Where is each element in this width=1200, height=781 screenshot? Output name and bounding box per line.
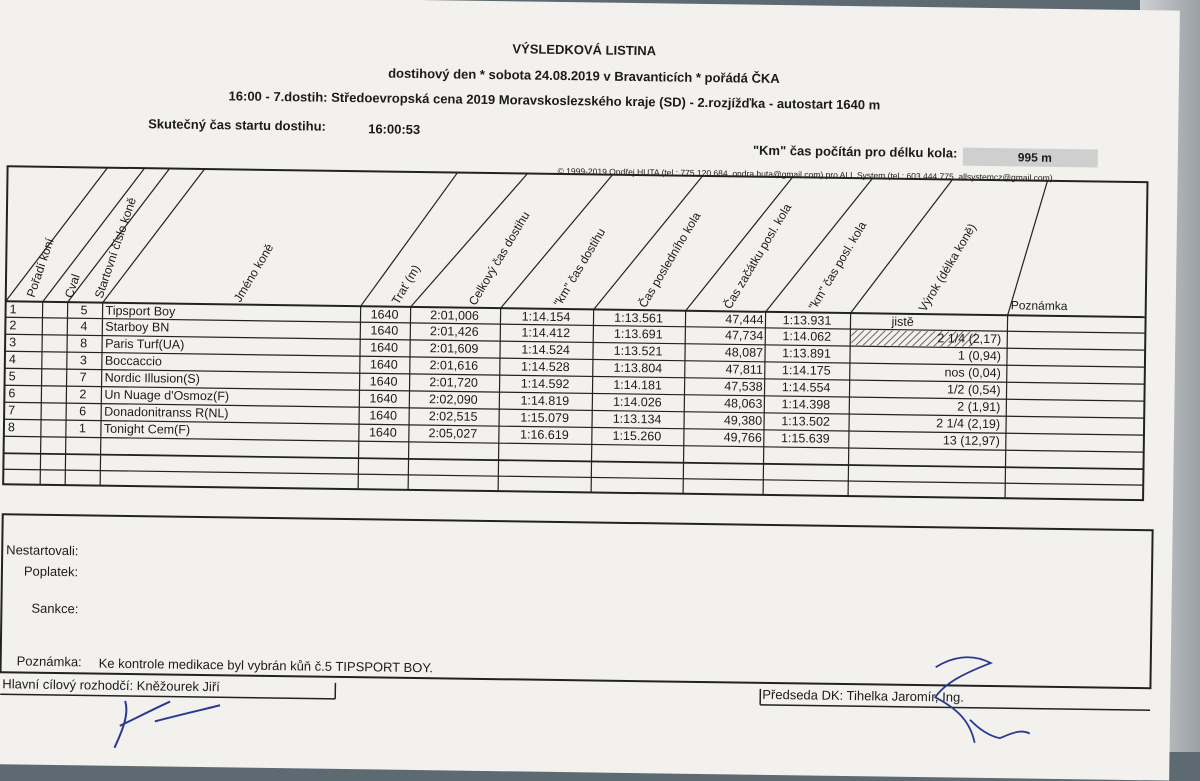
cell-posl: 1:13.561 — [593, 310, 683, 325]
start-time-value: 16:00:53 — [368, 121, 420, 137]
page-title: VÝSLEDKOVÁ LISTINA — [0, 34, 1179, 66]
cell-trat: 1640 — [359, 408, 407, 423]
header-verdict: Výrok (délka koně) — [916, 221, 979, 314]
cell-km: 1:14.819 — [499, 393, 590, 408]
cell-kmposl: 1:14.554 — [764, 380, 847, 395]
cell-kmposl: 1:14.175 — [765, 363, 848, 378]
cell-celkovy: 2:01,616 — [410, 358, 498, 373]
cell-cislo: 3 — [67, 353, 100, 367]
header-last-lap: Čas posledního kola — [636, 210, 704, 311]
cell-cislo: 5 — [67, 303, 100, 317]
cell-km: 1:14.154 — [500, 309, 591, 324]
cell-zac: 48,063 — [684, 396, 762, 411]
cell-zac: 49,766 — [684, 430, 762, 445]
not-started-label: Nestartovali: — [6, 542, 78, 558]
cell-kmposl: 1:13.891 — [765, 346, 848, 361]
cell-poradi: 2 — [9, 318, 39, 332]
cell-poradi: 1 — [10, 302, 40, 316]
cell-trat: 1640 — [360, 374, 408, 389]
header-poradi: Pořadí koní — [24, 236, 57, 299]
header-km-last-lap: "km" čas posl. kola — [806, 219, 870, 313]
cell-celkovy: 2:02,090 — [409, 392, 497, 407]
note-text: Ke kontrole medikace byl vybrán kůň č.5 TIPSPORT BOY. — [99, 656, 433, 676]
cell-km: 1:14.412 — [500, 325, 591, 340]
cell-posl: 1:14.181 — [593, 377, 683, 392]
cell-jmeno: Tipsport Boy — [105, 304, 355, 321]
km-value: 995 m — [1018, 150, 1052, 164]
committee-chair: Předseda DK: Tihelka Jaromír, Ing. — [762, 687, 964, 705]
cell-vyrok: 2 1/4 (2,17) — [851, 330, 1001, 346]
cell-posl: 1:13.804 — [593, 360, 683, 375]
cell-vyrok: 1 (0,94) — [851, 347, 1001, 363]
cell-celkovy: 2:05,027 — [409, 426, 497, 441]
sanctions-label: Sankce: — [31, 601, 78, 617]
cell-posl: 1:13.134 — [592, 411, 682, 426]
subtitle: dostihový den * sobota 24.08.2019 v Bravanticích * pořádá ČKA — [0, 60, 1179, 92]
cell-poradi: 8 — [8, 420, 38, 434]
cell-km: 1:16.619 — [499, 427, 590, 442]
cell-poradi: 4 — [9, 352, 39, 366]
cell-trat: 1640 — [359, 391, 407, 406]
cell-jmeno: Tonight Cem(F) — [104, 422, 354, 439]
cell-jmeno: Donadonitranss R(NL) — [104, 405, 354, 422]
cell-kmposl: 1:14.398 — [764, 397, 847, 412]
cell-poradi: 7 — [8, 403, 38, 417]
header-note: Poznámka — [1011, 298, 1068, 313]
cell-cislo: 2 — [66, 387, 99, 401]
copyright: © 1999-2019 Ondřej HUTA (tel.: 775 120 684, ondra.huta@gmail.com) pro ALL System (tel.: 603 444 775, allsystemcz@gmail.com) — [558, 166, 1053, 183]
cell-vyrok: nos (0,04) — [851, 364, 1001, 380]
cell-trat: 1640 — [359, 425, 407, 440]
cell-zac: 47,734 — [685, 328, 763, 343]
cell-vyrok: 1/2 (0,54) — [850, 381, 1000, 397]
header-km-time: "km" čas dostihu — [551, 226, 608, 309]
cell-cislo: 6 — [66, 404, 99, 418]
km-label: "Km" čas počítán pro délku kola: — [753, 143, 958, 161]
cell-celkovy: 2:01,006 — [410, 308, 498, 323]
cell-kmposl: 1:15.639 — [764, 431, 847, 446]
cell-vyrok: 2 (1,91) — [850, 398, 1000, 414]
cell-celkovy: 2:01,426 — [410, 324, 498, 339]
cell-km: 1:14.592 — [500, 376, 591, 391]
header-cval: Cval — [62, 272, 83, 299]
cell-posl: 1:13.691 — [593, 326, 683, 341]
cell-kmposl: 1:13.931 — [765, 313, 848, 328]
cell-zac: 47,538 — [685, 379, 763, 394]
cell-km: 1:15.079 — [499, 410, 590, 425]
cell-posl: 1:13.521 — [593, 343, 683, 358]
cell-zac: 47,811 — [685, 362, 763, 377]
cell-posl: 1:15.260 — [592, 428, 682, 443]
cell-celkovy: 2:01,609 — [410, 341, 498, 356]
cell-zac: 47,444 — [685, 312, 763, 327]
cell-kmposl: 1:14.062 — [765, 329, 848, 344]
cell-trat: 1640 — [360, 307, 408, 322]
cell-poradi: 5 — [9, 369, 39, 383]
cell-jmeno: Paris Turf(UA) — [105, 337, 355, 354]
chief-judge: Hlavní cílový rozhodčí: Kněžourek Jiří — [2, 676, 220, 694]
cell-cislo: 8 — [67, 336, 100, 350]
cell-jmeno: Nordic Illusion(S) — [105, 371, 355, 388]
header-last-lap-start: Čas začátku posl. kola — [721, 201, 795, 311]
cell-poradi: 6 — [8, 386, 38, 400]
cell-cislo: 4 — [67, 319, 100, 333]
cell-trat: 1640 — [360, 340, 408, 355]
cell-celkovy: 2:01,720 — [410, 375, 498, 390]
fee-label: Poplatek: — [24, 564, 78, 580]
cell-poradi: 3 — [9, 335, 39, 349]
cell-km: 1:14.528 — [500, 359, 591, 374]
cell-celkovy: 2:02,515 — [409, 409, 497, 424]
cell-zac: 49,380 — [684, 413, 762, 428]
cell-trat: 1640 — [360, 357, 408, 372]
cell-cislo: 7 — [67, 370, 100, 384]
cell-vyrok: 13 (12,97) — [850, 432, 1000, 448]
cell-kmposl: 1:13.502 — [764, 414, 847, 429]
cell-jmeno: Starboy BN — [105, 320, 355, 337]
cell-vyrok: 2 1/4 (2,19) — [850, 415, 1000, 431]
header-start-number: Startovní číslo koně — [92, 196, 139, 300]
cell-jmeno: Un Nuage d'Osmoz(F) — [104, 388, 354, 405]
header-trat: Trať (m) — [389, 262, 423, 306]
cell-cislo: 1 — [66, 421, 99, 435]
cell-jmeno: Boccaccio — [105, 354, 355, 371]
header-total-time: Celkový čas dostihu — [466, 209, 533, 308]
cell-posl: 1:14.026 — [592, 394, 682, 409]
cell-vyrok: jistě — [851, 314, 1041, 331]
race-line: 16:00 - 7.dostih: Středoevropská cena 2019 Moravskoslezského kraje (SD) - 2.rozjížďka - autostart 1640 m — [228, 88, 880, 112]
header-name: Jméno koně — [231, 241, 277, 304]
cell-km: 1:14.524 — [500, 342, 591, 357]
cell-zac: 48,087 — [685, 345, 763, 360]
note-label: Poznámka: — [17, 653, 82, 669]
start-time-label: Skutečný čas startu dostihu: — [148, 116, 326, 133]
cell-trat: 1640 — [360, 323, 408, 338]
